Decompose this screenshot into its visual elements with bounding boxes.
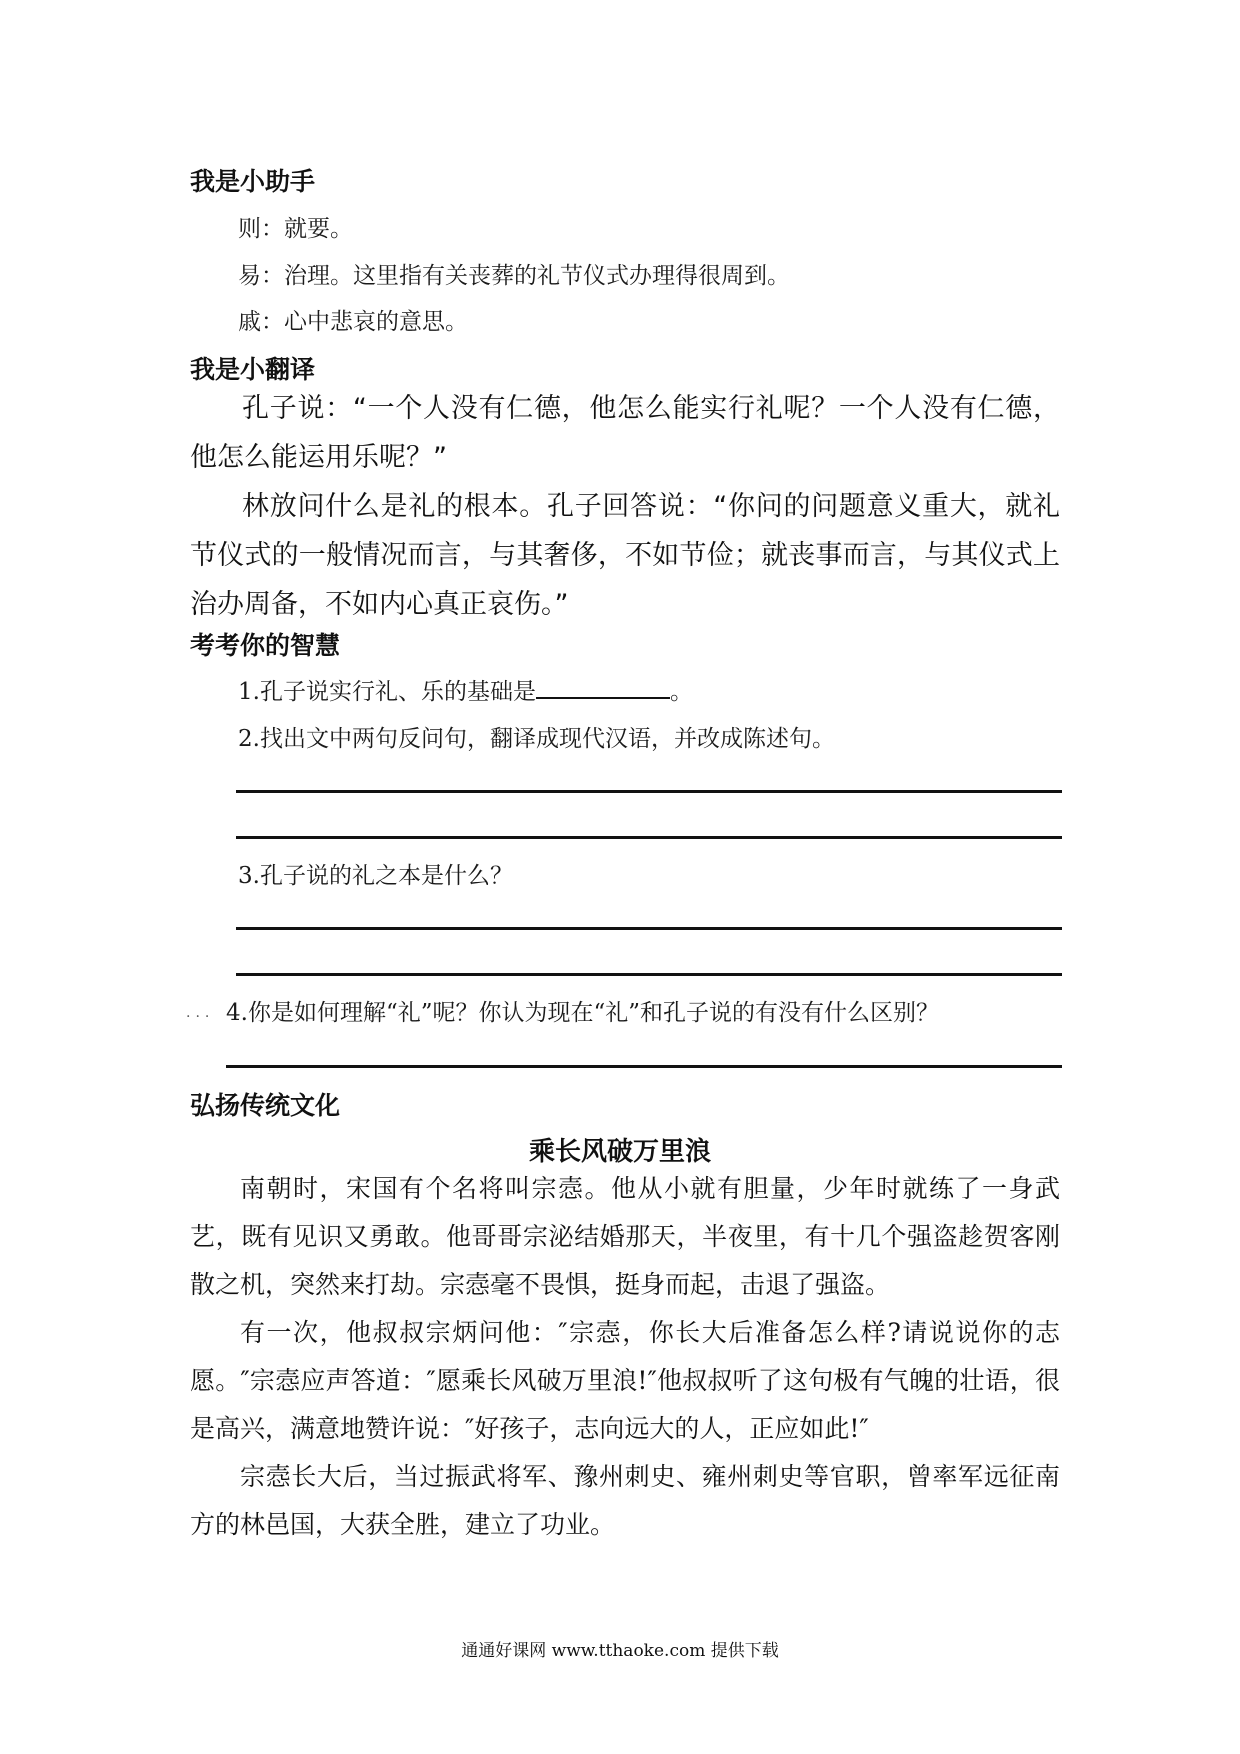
gloss-item: 戚：心中悲哀的意思。 — [238, 309, 468, 335]
answer-line[interactable] — [236, 790, 1062, 793]
section-title-translate: 我是小翻译 — [190, 355, 316, 384]
section-title-culture: 弘扬传统文化 — [190, 1091, 341, 1120]
translation-paragraph: 林放问什么是礼的根本。孔子回答说：“你问的问题意义重大，就礼节仪式的一般情况而言，与其奢侈，不如节俭；就丧事而言，与其仪式上治办周备，不如内心真正哀伤。” — [190, 491, 1060, 620]
answer-line[interactable] — [236, 927, 1062, 930]
answer-line[interactable] — [226, 1065, 1062, 1068]
fill-blank[interactable] — [536, 677, 670, 699]
section-title-wisdom: 考考你的智慧 — [190, 631, 341, 660]
answer-line[interactable] — [236, 973, 1062, 976]
translation-paragraph: 孔子说：“一个人没有仁德，他怎么能实行礼呢？一个人没有仁德，他怎么能运用乐呢？” — [190, 393, 1060, 473]
gloss-item: 则：就要。 — [238, 216, 353, 242]
question-4: 4.你是如何理解“礼”呢？你认为现在“礼”和孔子说的有没有什么区别？ — [226, 1000, 939, 1026]
question-3: 3.孔子说的礼之本是什么？ — [238, 863, 513, 889]
gloss-item: 易：治理。这里指有关丧葬的礼节仪式办理得很周到。 — [238, 263, 790, 289]
story-title: 乘长风破万里浪 — [528, 1137, 711, 1167]
question-1-end: 。 — [669, 679, 693, 705]
question-1-text: 1.孔子说实行礼、乐的基础是 — [238, 679, 536, 705]
story-paragraph: 宗悫长大后，当过振武将军、豫州刺史、雍州刺史等官职，曾率军远征南方的林邑国，大获全胜，建立了功业。 — [190, 1462, 1060, 1539]
story-paragraph: 有一次，他叔叔宗炳问他：″宗悫，你长大后准备怎么样?请说说你的志愿。″宗悫应声答道：″愿乘长风破万里浪!″他叔叔听了这句极有气魄的壮语，很是高兴，满意地赞许说：″好孩子，志向远大的人，正应如此!″ — [190, 1318, 1060, 1443]
leader-dots: ... — [186, 1005, 215, 1021]
story-paragraph: 南朝时，宋国有个名将叫宗悫。他从小就有胆量，少年时就练了一身武艺，既有见识又勇敢。他哥哥宗泌结婚那天，半夜里，有十几个强盗趁贺客刚散之机，突然来打劫。宗悫毫不畏惧，挺身而起，击退了强盗。 — [190, 1174, 1060, 1299]
question-1 — [238, 673, 693, 706]
answer-line[interactable] — [236, 836, 1062, 839]
question-2: 2.找出文中两句反问句，翻译成现代汉语，并改成陈述句。 — [238, 726, 835, 752]
page-footer: 通通好课网 www.tthaoke.com 提供下载 — [461, 1641, 779, 1661]
section-title-helper: 我是小助手 — [190, 167, 316, 196]
